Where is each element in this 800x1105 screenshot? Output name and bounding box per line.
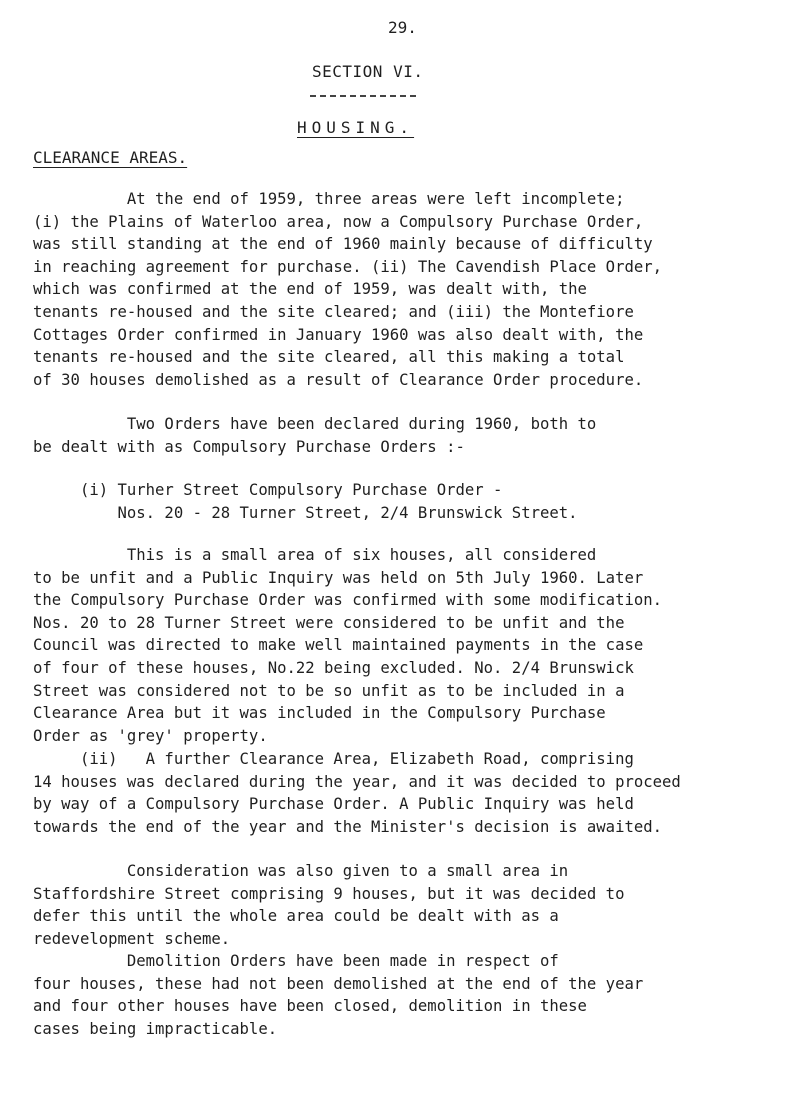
paragraph-turner-street-order: (i) Turher Street Compulsory Purchase Order - Nos. 20 - 28 Turner Street, 2/4 Brunswick Street.	[79, 481, 578, 522]
paragraph-two-orders: Two Orders have been declared during 1960, both to be dealt with as Compulsory Purchase Orders :-	[33, 415, 597, 456]
paragraph-staffordshire-street: Consideration was also given to a small area in Staffordshire Street comprising 9 houses, but it was decided to defer this until the whole area could be dealt with as a redevelopment scheme.	[33, 862, 625, 948]
page-number: 29.	[388, 18, 417, 37]
section-title: SECTION VI.	[312, 62, 424, 81]
subheading: CLEARANCE AREAS.	[33, 148, 188, 167]
paragraph-elizabeth-road: (ii) A further Clearance Area, Elizabeth Road, comprising 14 houses was declared during the year, and it was decided to proceed by way of a Compulsory Purchase Order. A Public Inquiry was held towards the end of the year and the Minister's decision is awaited.	[33, 750, 681, 836]
dashed-divider	[310, 95, 416, 97]
page-heading: HOUSING.	[297, 118, 415, 137]
paragraph-demolition-orders: Demolition Orders have been made in respect of four houses, these had not been demolished at the end of the year and four other houses have been closed, demolition in these cases being impracticable.	[33, 952, 644, 1038]
paragraph-turner-street-details: This is a small area of six houses, all considered to be unfit and a Public Inquiry was held on 5th July 1960. Later the Compulsory Purchase Order was confirmed with some modification. Nos. 20 to 28 Turner Street were considered to be unfit and the Council was directed to make well maintained payments in the case of four of these houses, No.22 being excluded. No. 2/4 Brunswick Street was considered not to be so unfit as to be included in a Clearance Area but it was included in the Compulsory Purchase Order as 'grey' property.	[33, 546, 663, 745]
paragraph-incomplete-areas: At the end of 1959, three areas were left incomplete; (i) the Plains of Waterloo area, now a Compulsory Purchase Order, was still standing at the end of 1960 mainly because of difficulty in reaching agreement for purchase. (ii) The Cavendish Place Order, which was confirmed at the end of 1959, was dealt with, the tenants re-housed and the site cleared; and (iii) the Montefiore Cottages Order confirmed in January 1960 was also dealt with, the tenants re-housed and the site cleared, all this making a total of 30 houses demolished as a result of Clearance Order procedure.	[33, 190, 663, 389]
